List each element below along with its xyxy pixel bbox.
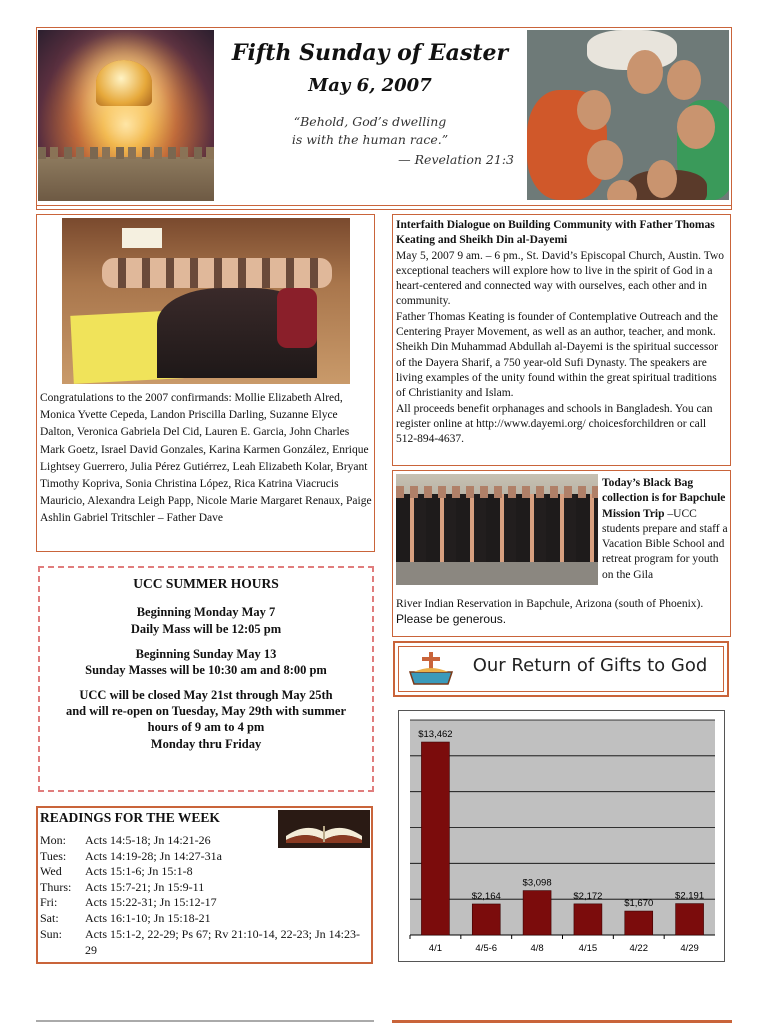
quote-line: “Behold, God’s dwelling	[293, 114, 447, 129]
summer-hours-line: Daily Mass will be 12:05 pm	[130, 622, 282, 636]
summer-hours-line: Beginning Sunday May 13	[135, 647, 277, 661]
black-bag-closing: Please be generous.	[396, 612, 507, 627]
chart-data-label: $13,462	[418, 729, 453, 741]
interfaith-paragraph: Father Thomas Keating is founder of Contemplative Outreach and the Centering Prayer Movement, as well as an author, teacher, and monk. Sheikh Din Muhammad Abdullah al-Dayemi is the spiritual successor of the Dayera Sharif, a 750 year-old Sufi Dynasty. The speakers are living examples of the unity found within the great spiritual traditions of Christianity and Islam.	[396, 310, 719, 400]
chart-data-label: $1,670	[624, 898, 654, 910]
chart-x-tick-label: 4/15	[578, 943, 598, 954]
chart-bar	[421, 742, 449, 935]
interfaith-paragraph: All proceeds benefit orphanages and schools in Bangladesh. You can register online at http://www.dayemi.org/ choicesforchildren or call 512-894-4637.	[396, 402, 713, 446]
readings-title: READINGS FOR THE WEEK	[40, 810, 220, 825]
chart-x-tick-label: 4/8	[530, 943, 544, 954]
reading-day: Mon:	[40, 833, 67, 847]
summer-hours-title: UCC SUMMER HOURS	[133, 576, 279, 591]
reading-day: Tues:	[40, 849, 67, 863]
chart-bar	[472, 904, 500, 935]
gifts-bar-chart	[398, 710, 725, 962]
chart-data-label: $2,164	[471, 890, 501, 902]
quote-line: is with the human race.”	[291, 132, 449, 147]
chart-bar	[523, 891, 551, 935]
summer-hours-line: hours of 9 am to 4 pm	[147, 720, 265, 734]
chart-bar	[676, 904, 704, 935]
reading-day: Thurs:	[40, 880, 72, 894]
chart-x-tick-label: 4/1	[428, 943, 443, 954]
footer-divider	[36, 1020, 374, 1022]
summer-hours-box	[38, 566, 374, 792]
interfaith-heading: Interfaith Dialogue on Building Community with Father Thomas Keating and Sheikh Din al-Dayemi	[396, 219, 715, 247]
reading-text: Acts 15:1-6; Jn 15:1-8	[85, 864, 193, 878]
confirmands-text: Congratulations to the 2007 confirmands: Mollie Elizabeth Alred, Monica Yvette Cepeda, Landon Priscilla Darling, Suzanne Elyce Dalton, Veronica Gabriela Del Cid, Lauren E. Garcia, John Charles Mark Goetz, Israel David Gonzales, Karina Karmen González, Enrique Lightsey Guerrero, Julia Pérez Gutiérrez, Leah Elizabeth Kolar, Bryant Timothy Kopriva, Sonia Christina López, Rica Katrina Viacrucis Mauricio, Alexandra Leigh Papp, Nicole Marie Margaret Renaux, Paige Ashlin Gabriel Tritschler – Father Dave	[40, 392, 372, 525]
summer-hours-line: and will re-open on Tuesday, May 29th with summer	[65, 704, 347, 718]
summer-hours-line: Beginning Monday May 7	[136, 605, 276, 619]
reading-day: Sat:	[40, 911, 59, 925]
black-bag-text-top	[602, 476, 728, 583]
reading-day: Sun:	[40, 927, 63, 941]
chart-bar	[625, 911, 653, 935]
page-title: Fifth Sunday of Easter	[231, 40, 509, 66]
quote-reference: — Revelation 21:3	[398, 152, 514, 167]
reading-day: Wed	[40, 864, 62, 878]
confirmands-group-photo	[62, 218, 350, 384]
black-bag-text-bottom	[396, 597, 729, 629]
gifts-title: Our Return of Gifts to God	[472, 655, 708, 676]
chart-data-label: $2,172	[573, 890, 603, 902]
page-date: May 6, 2007	[308, 75, 432, 96]
reading-text: Acts 16:1-10; Jn 15:18-21	[85, 911, 211, 925]
interfaith-article	[396, 218, 729, 447]
reading-text: Acts 15:1-2, 22-29; Ps 67; Rv 21:10-14, 22-23; Jn 14:23-29	[85, 927, 360, 957]
chart-data-label: $3,098	[522, 877, 552, 889]
summer-hours-line: UCC will be closed May 21st through May 25th	[79, 688, 333, 702]
header-divider	[36, 205, 732, 210]
footer-divider	[392, 1020, 732, 1023]
chart-x-tick-label: 4/22	[629, 943, 648, 954]
youth-group-circle-photo	[527, 30, 729, 200]
reading-text: Acts 15:22-31; Jn 15:12-17	[85, 895, 217, 909]
summer-hours-line: Monday thru Friday	[150, 737, 262, 751]
chart-bar	[574, 904, 602, 935]
black-bag-heading: Today’s Black Bag collection is for Bapchule Mission Trip	[602, 477, 726, 520]
reading-text: Acts 14:19-28; Jn 14:27-31a	[85, 849, 222, 863]
reading-day: Fri:	[40, 895, 58, 909]
mission-trip-group-photo	[396, 474, 598, 585]
chart-x-tick-label: 4/29	[680, 943, 699, 954]
summer-hours-line: Sunday Masses will be 10:30 am and 8:00 pm	[85, 663, 327, 677]
chart-x-tick-label: 4/5-6	[475, 943, 498, 954]
reading-text: Acts 15:7-21; Jn 15:9-11	[85, 880, 205, 894]
jerusalem-dome-image	[38, 30, 214, 201]
interfaith-paragraph: May 5, 2007 9 am. – 6 pm., St. David’s Episcopal Church, Austin. Two exceptional teachers will explore how to live in the spirit of God in a heart-centered and connected way with ourselves, each other and in community.	[396, 249, 724, 308]
black-bag-description: –UCC students prepare and staff a Vacation Bible School and retreat program for youth on the Gila	[602, 507, 728, 581]
offering-basket-icon	[404, 648, 458, 690]
black-bag-description: River Indian Reservation in Bapchule, Arizona (south of Phoenix).	[396, 598, 704, 610]
chart-data-label: $2,191	[675, 890, 705, 902]
reading-text: Acts 14:5-18; Jn 14:21-26	[85, 833, 211, 847]
